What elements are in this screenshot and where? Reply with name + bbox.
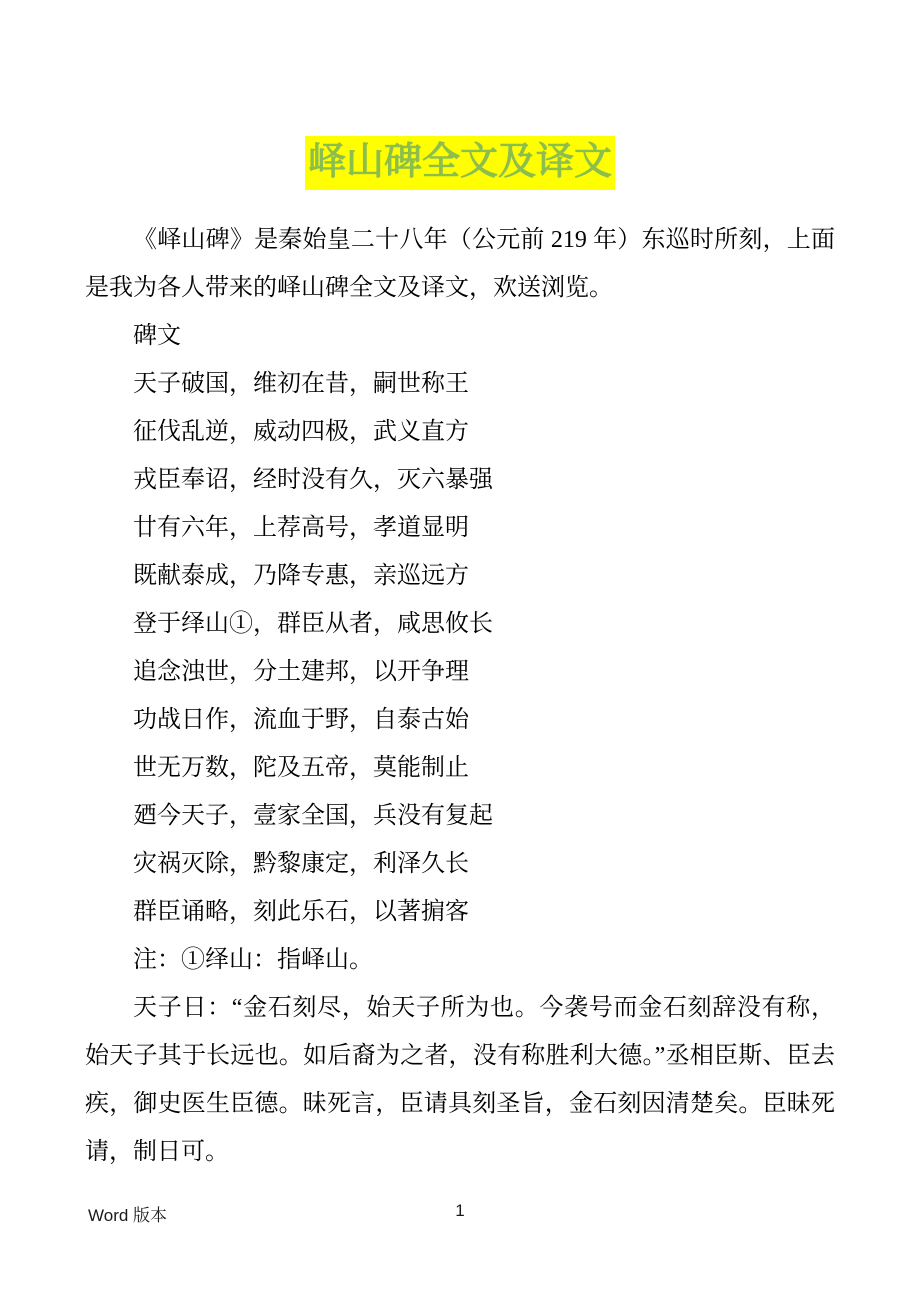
stele-line: 世无万数，陀及五帝，莫能制止 (133, 755, 469, 781)
stele-line: 功战日作，流血于野，自泰古始 (133, 707, 469, 733)
section-label-beiwen: 碑文 (133, 323, 181, 349)
stele-line: 既献泰成，乃降专惠，亲巡远方 (133, 563, 469, 589)
stele-line: 灾祸灭除，黔黎康定，利泽久长 (133, 851, 469, 877)
stele-line: 登于绎山①，群臣从者，咸思攸长 (133, 611, 493, 637)
stele-line: 群臣诵略，刻此乐石，以著掮客 (133, 899, 469, 925)
note-line: 注：①绎山：指峄山。 (133, 947, 373, 973)
stele-line: 廼今天子，壹家全国，兵没有复起 (133, 803, 493, 829)
stele-line: 戎臣奉诏，经时没有久，灭六暴强 (133, 467, 493, 493)
stele-line: 追念浊世，分土建邦，以开争理 (133, 659, 469, 685)
closing-paragraph: 天子日：“金石刻尽，始天子所为也。今袭号而金石刻辞没有称，始天子其于长远也。如后裔为之者，没有称胜利大德。”丞相臣斯、臣去疾，御史医生臣德。昧死言，臣请具刻圣旨，金石刻因清楚矣。臣昧死请，制日可。 (85, 995, 835, 1165)
title-highlighted-text: 峄山碑全文及译文 (305, 136, 615, 190)
stele-line: 天子破国，维初在昔，嗣世称王 (133, 371, 469, 397)
footer-word-version-label: Word 版本 (88, 1206, 168, 1225)
page-title (0, 0, 920, 187)
page-footer (88, 1201, 832, 1229)
stele-line: 征伐乱逆，威动四极，武义直方 (133, 419, 469, 445)
stele-line: 廿有六年，上荐高号，孝道显明 (133, 515, 469, 541)
footer-page-number: 1 (455, 1201, 465, 1220)
intro-paragraph: 《峄山碑》是秦始皇二十八年（公元前 219 年）东巡时所刻，上面是我为各人带来的峄山碑全文及译文，欢送浏览。 (85, 227, 835, 301)
document-body (85, 216, 835, 1176)
